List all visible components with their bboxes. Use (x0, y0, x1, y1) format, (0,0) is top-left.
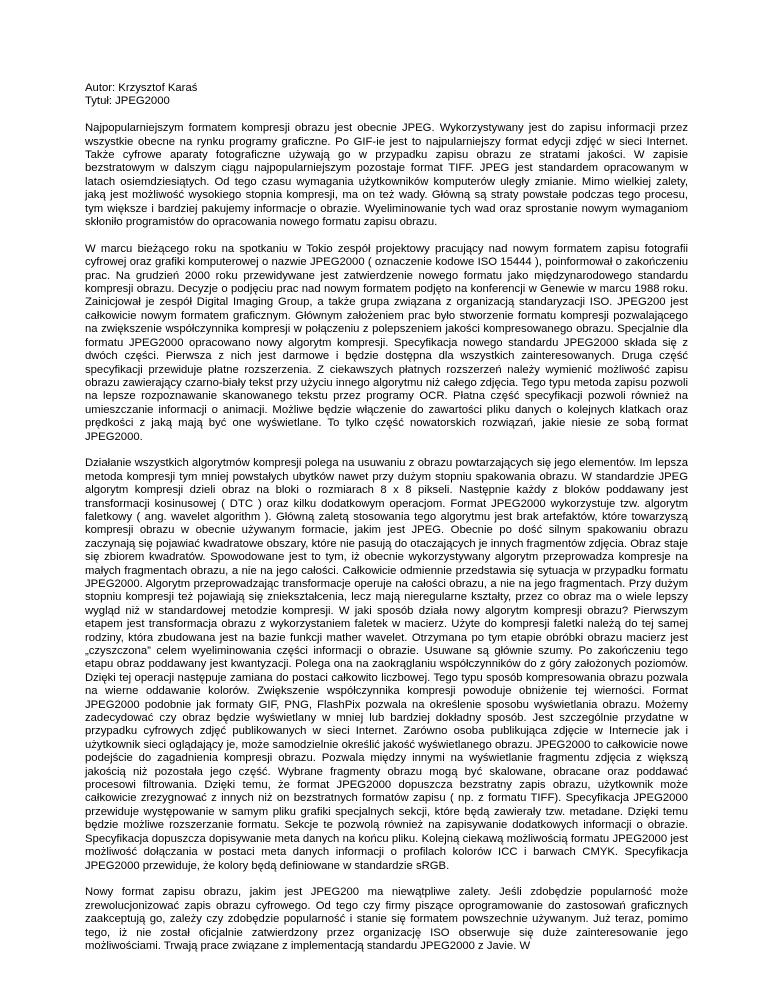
author-line: Autor: Krzysztof Karaś (85, 82, 198, 94)
document-body (85, 82, 688, 967)
paragraph-intro: Najpopularniejszym formatem kompresji obrazu jest obecnie JPEG. Wykorzystywany jest do zapisu informacji przez wszystkie obecne na rynku programy graficzne. Po GIF-ie jest to najpularniejszy format edycji zdjęć w sieci Internet. Także cyfrowe aparaty fotograficzne używają go w przypadku zapisu obrazu ze stratami jakości. W zapisie bezstratowym w dalszym ciągu najpopularniejszym pozostaje format TIFF. JPEG jest standardem opracowanym w latach osiemdziesiątych. Od tego czasu wymagania użytkowników komputerów uległy zmianie. Mimo wielkiej zalety, jaką jest możliwość wysokiego stopnia kompresji, ma on też wady. Główną są straty powstałe podczas tego procesu, tym większe i bardziej pakujemy informacje o obrazie. Wyeliminowanie tych wad oraz sprostanie nowym wymaganiom skłoniło programistów do opracowania nowego formatu zapisu obrazu. (85, 122, 688, 229)
paragraph-algorithm: Działanie wszystkich algorytmów kompresji polega na usuwaniu z obrazu powtarzających się jego elementów. Im lepsza metoda kompresji tym mniej powstałych ubytków nawet przy dużym stopniu spakowania obrazu. W standardzie JPEG algorytm kompresji dzieli obraz na bloki o rozmiarach 8 x 8 pikseli. Następnie każdy z bloków poddawany jest transformacji kosinusowej ( DTC ) oraz kilku dodatkowym operacjom. Format JPEG2000 wykorzystuje tzw. algorytm faletkowy ( ang. wavelet algorithm ). Główną zaletą stosowania tego algorytmu jest brak artefaktów, które towarzyszą kompresji obrazu w obecnie używanym formacie, jakim jest JPEG. Obecnie po dość silnym spakowaniu obrazu zaczynają się pojawiać kwadratowe obszary, które nie pasują do otaczających je innych fragmentów zdjęcia. Obraz staje się zbiorem kwadratów. Spowodowane jest to tym, iż obecnie wykorzystywany algorytm przeprowadza kompresje na małych fragmentach obrazu, a nie na jego całości. Całkowicie odmiennie przedstawia się sytuacja w przypadku formatu JPEG2000. Algorytm przeprowadzając transformacje operuje na całości obrazu, a nie na jego fragmentach. Przy dużym stopniu kompresji też pojawiają się zniekształcenia, lecz mają nieregularne kształty, przez co obraz ma o wiele lepszy wygląd niż w standardowej metodzie kompresji. W jaki sposób działa nowy algorytm kompresji obrazu? Pierwszym etapem jest transformacja obrazu z wykorzystaniem faletek w macierz. Użyte do kompresji faletki należą do tej samej rodziny, która zbudowana jest na bazie funkcji mather wavelet. Otrzymana po tym etapie obróbki obrazu macierz jest „czyszczona” celem wyeliminowania części informacji o obrazie. Usuwane są głównie szumy. Po zakończeniu tego etapu obraz poddawany jest kwantyzacji. Polega ona na zaokrąglaniu współczynników do z góry założonych poziomów. Dzięki tej operacji następuje zamiana do postaci całkowito liczbowej. Tego typu sposób kompresowania obrazu pozwala na wierne oddawanie kolorów. Zwiększenie współczynnika kompresji powoduje obniżenie tej wierności. Format JPEG2000 podobnie jak formaty GIF, PNG, FlashPix pozwala na określenie sposobu wyświetlania obrazu. Możemy zadecydować czy obraz będzie wyświetlany w mniej lub bardziej dokładny sposób. Jest szczególnie przydatne w przypadku cyfrowych zdjęć publikowanych w sieci Internet. Zarówno osoba publikująca zdjęcie w Internecie jak i użytkownik sieci oglądający je, może samodzielnie określić jakość wyświetlanego obrazu. JPEG2000 to całkowicie nowe podejście do zagadnienia kompresji obrazu. Pozwala między innymi na wyświetlanie fragmentu zdjęcia z większą jakością niż pozostała jego część. Wybrane fragmenty obrazu mogą być skalowane, obracane oraz poddawać procesowi filtrowania. Dzięki temu, że format JPEG2000 dopuszcza bezstratny zapis obrazu, użytkownik może całkowicie zrezygnować z innych niż on bezstratnych formatów zapisu ( np. z formatu TIFF). Specyfikacja JPEG2000 przewiduje występowanie w samym pliku grafiki specjalnych sekcji, które będą zawierały tzw. metadane. Dzięki temu będzie możliwe rozszerzanie formatu. Sekcje te pozwolą również na zapisywanie dodatkowych informacji o obrazie. Specyfikacja dopuszcza dopisywanie meta danych na końcu pliku. Kolejną ciekawą możliwością formatu JPEG2000 jest możliwość dołączania w postaci meta danych informacji o profilach kolorów ICC i barwach CMYK. Specyfikacja JPEG2000 przewiduje, że kolory będą definiowane w standardzie sRGB. (85, 457, 688, 872)
title-line: Tytuł: JPEG2000 (85, 95, 170, 108)
document-header (85, 82, 688, 109)
paragraph-summary: Nowy format zapisu obrazu, jakim jest JPEG200 ma niewątpliwe zalety. Jeśli zdobędzie popularność może zrewolucjonizować zapis obrazu cyfrowego. Od tego czy firmy piszące oprogramowanie do zastosowań graficznych zaakceptują go, zależy czy zdobędzie popularność i stanie się formatem powszechnie używanym. Już teraz, pomimo tego, iż nie został oficjalnie zatwierdzony przez organizację ISO obserwuje się duże zainteresowanie jego możliwościami. Trwają prace związane z implementacją standardu JPEG2000 z Javie. W (85, 886, 688, 952)
paragraph-history: W marcu bieżącego roku na spotkaniu w Tokio zespół projektowy pracujący nad nowym formatem zapisu fotografii cyfrowej oraz grafiki komputerowej o nazwie JPEG2000 ( oznaczenie kodowe ISO 15444 ), poinformował o zakończeniu prac. Na grudzień 2000 roku przewidywane jest zatwierdzenie nowego formatu jako międzynarodowego standardu kompresji obrazu. Decyzje o podjęciu prac nad nowym formatem podjęto na konferencji w Genewie w marcu 1988 roku. Zainicjował je zespół Digital Imaging Group, a także grupa związana z organizacją standaryzacji ISO. JPEG200 jest całkowicie nowym formatem graficznym. Głównym założeniem prac było stworzenie formatu kompresji pozwalającego na zwiększenie współczynnika kompresji w połączeniu z polepszeniem jakości kompresowanego obrazu. Specjalnie dla formatu JPEG2000 opracowano nowy algorytm kompresji. Specyfikacja nowego standardu JPEG2000 składa się z dwóch części. Pierwsza z nich jest darmowe i będzie dostępna dla wszystkich zainteresowanych. Druga część specyfikacji przewiduje płatne rozszerzenia. Z ciekawszych płatnych rozszerzeń należy wymienić możliwość zapisu obrazu zawierający czarno-biały tekst przy użyciu innego algorytmu niż całego zdjęcia. Tego typu metoda zapisu pozwoli na lepsze rozpoznawanie skanowanego tekstu przez programy OCR. Płatna część specyfikacji pozwoli również na umieszczanie informacji o animacji. Możliwe będzie włączenie do zawartości pliku danych o kolejnych klatkach oraz prędkości z jaką mają być one wyświetlane. To tylko część nowatorskich rozwiązań, jakie niesie ze sobą format JPEG2000. (85, 242, 688, 443)
